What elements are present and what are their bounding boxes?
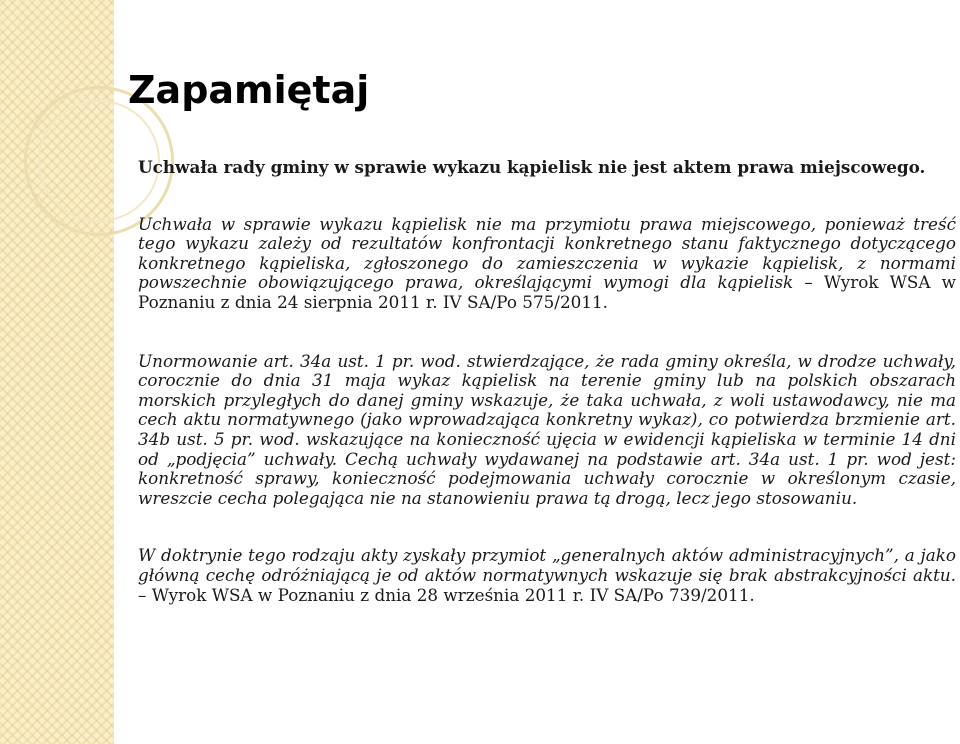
ruling-quote-3 xyxy=(138,546,956,605)
ruling-quote-1 xyxy=(138,215,956,313)
ruling-quote-1-text: Uchwała w sprawie wykazu kąpielisk nie ma przymiotu prawa miejscowego, ponieważ treść tego wykazu zależy od rezultatów konfrontacji konkretnego stanu faktycznego dotyczącego konkretnego kąpieliska, zgłoszonego do zamieszczenia w wykazie kąpielisk, z normami powszechnie obowiązującego prawa, określającymi wymogi dla kąpielisk xyxy=(138,213,956,293)
ruling-quote-3-text: W doktrynie tego rodzaju akty zyskały przymiot „generalnych aktów administracyjnych”, a jako główną cechę odróżniającą je od aktów normatywnych wskazuje się brak abstrakcyjności aktu. xyxy=(138,545,956,585)
ruling-quote-2 xyxy=(138,352,956,509)
ruling-quote-3-source: – Wyrok WSA w Poznaniu z dnia 28 września 2011 r. IV SA/Po 739/2011. xyxy=(138,584,755,605)
ruling-quote-1-source: – Wyrok WSA w Poznaniu z dnia 24 sierpnia 2011 r. IV SA/Po 575/2011. xyxy=(138,272,956,312)
slide-content xyxy=(138,158,956,605)
ruling-quote-2-text: Unormowanie art. 34a ust. 1 pr. wod. stwierdzające, że rada gminy określa, w drodze uchwały, corocznie do dnia 31 maja wykaz kąpielisk na terenie gminy lub na polskich obszarach morskich przyległych do danej gminy wskazuje, że taka uchwała, z woli ustawodawcy, nie ma cech aktu normatywnego (jako wprowadzająca konkretny wykaz), co potwierdza brzmienie art. 34b ust. 5 pr. wod. wskazujące na konieczność ujęcia w ewidencji kąpieliska w terminie 14 dni od „podjęcia” uchwały. Cechą uchwały wydawanej na podstawie art. 34a ust. 1 pr. wod jest: konkretność sprawy, konieczność podejmowania uchwały corocznie w określonym czasie, wreszcie cecha polegająca nie na stanowieniu prawa tą drogą, lecz jego stosowaniu. xyxy=(138,350,956,508)
key-statement: Uchwała rady gminy w sprawie wykazu kąpielisk nie jest aktem prawa miejscowego. xyxy=(138,157,926,177)
slide-title: Zapamiętaj xyxy=(128,68,370,112)
